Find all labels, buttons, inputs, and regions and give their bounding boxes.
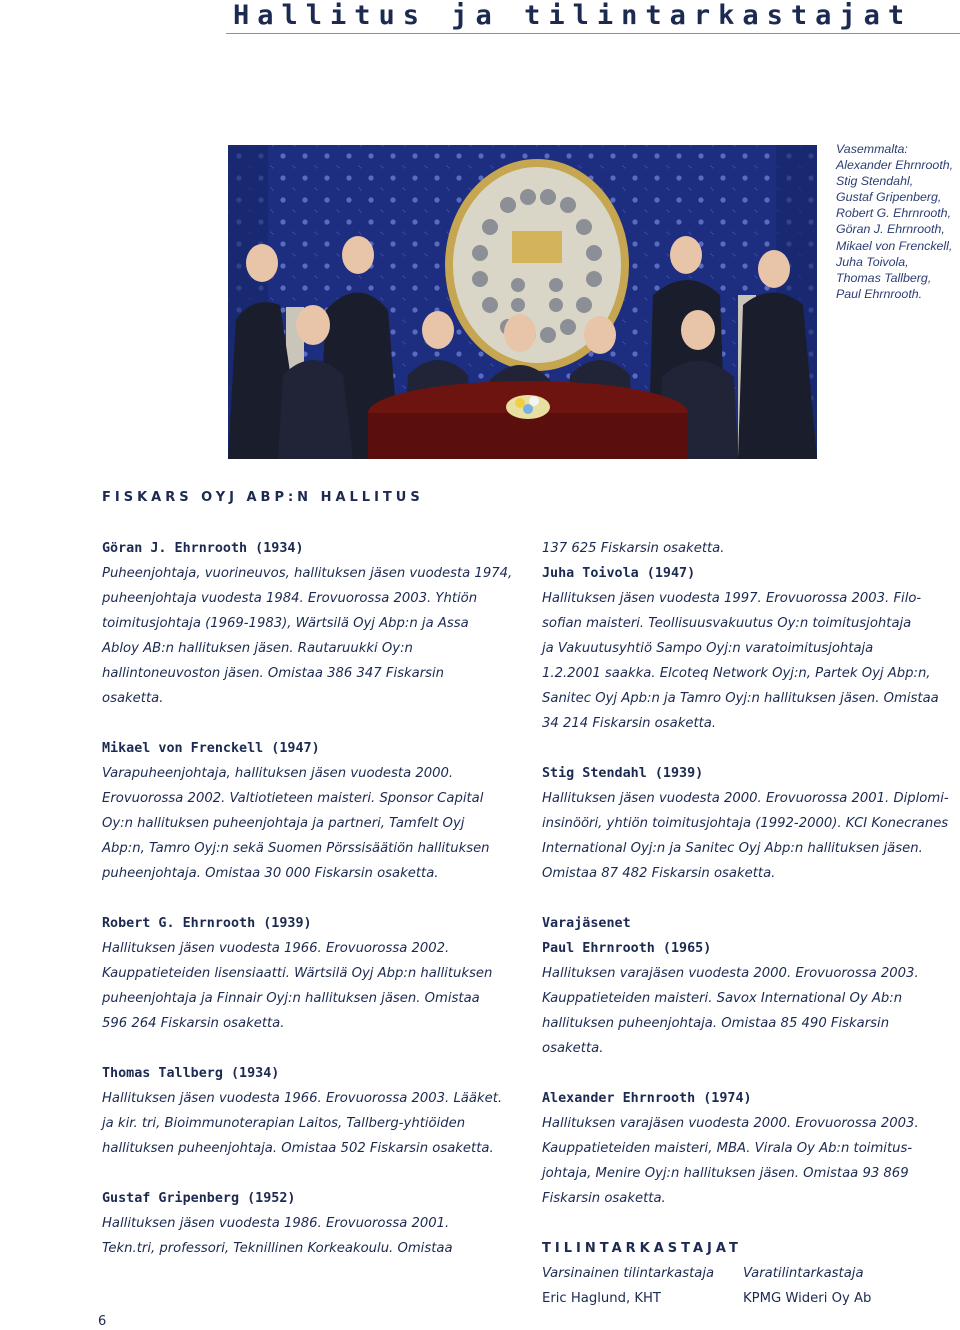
member-text: toimitusjohtaja (1969-1983), Wärtsilä Oyj Abp:n ja Assa [102, 616, 469, 631]
member-text: Puheenjohtaja, vuorineuvos, hallituksen jäsen vuodesta 1974, [102, 566, 513, 581]
deputies-heading: Varajäsenet [542, 916, 631, 931]
photo-caption [836, 141, 960, 302]
member-text: Abp:n, Tamro Oyj:n sekä Suomen Pörssisäätiön hallituksen [102, 841, 490, 856]
member-text: Erovuorossa 2002. Valtiotieteen maisteri. Sponsor Capital [102, 791, 484, 806]
board-column-left [102, 536, 522, 1261]
caption-line: Alexander Ehrnrooth, [836, 158, 954, 173]
member-text: puheenjohtaja ja Finnair Oyj:n hallituksen jäsen. Omistaa [102, 991, 480, 1006]
member-text: 137 625 Fiskarsin osaketta. [542, 541, 725, 556]
member-text: hallituksen puheenjohtaja. Omistaa 85 490 Fiskarsin [542, 1016, 890, 1031]
auditor-label: Varatilintarkastaja [743, 1266, 864, 1281]
caption-line: Göran J. Ehrnrooth, [836, 222, 945, 237]
member-text: insinööri, yhtiön toimitusjohtaja (1992-2000). KCI Konecranes [542, 816, 949, 831]
member-text: Sanitec Oyj Apb:n ja Tamro Oyj:n hallituksen jäsen. Omistaa [542, 691, 939, 706]
member-text: International Oyj:n ja Sanitec Oyj Abp:n hallituksen jäsen. [542, 841, 923, 856]
member-text: osaketta. [102, 691, 164, 706]
spacer [102, 1036, 522, 1061]
page-title: Hallitus ja tilintarkastajat [233, 0, 913, 31]
caption-line: Robert G. Ehrnrooth, [836, 206, 952, 221]
member-text: Kauppatieteiden maisteri. Savox International Oy Ab:n [542, 991, 903, 1006]
member-text: Abloy AB:n hallituksen jäsen. Rautaruukki Oy:n [102, 641, 413, 656]
board-column-right [542, 536, 960, 1311]
member-text: ja Vakuutusyhtiö Sampo Oyj:n varatoimitusjohtaja [542, 641, 874, 656]
auditor-value: KPMG Wideri Oy Ab [743, 1291, 872, 1306]
member-name: Juha Toivola (1947) [542, 566, 696, 581]
caption-line: Mikael von Frenckell, [836, 238, 953, 253]
member-text: ja kir. tri, Bioimmunoterapian Laitos, Tallberg-yhtiöiden [102, 1116, 466, 1131]
member-text: Hallituksen jäsen vuodesta 1986. Erovuorossa 2001. [102, 1216, 450, 1231]
caption-line: Juha Toivola, [836, 254, 909, 269]
title-divider [226, 33, 960, 34]
member-name: Thomas Tallberg (1934) [102, 1066, 280, 1081]
member-text: Hallituksen varajäsen vuodesta 2000. Erovuorossa 2003. [542, 1116, 919, 1131]
spacer [102, 886, 522, 911]
member-name: Gustaf Gripenberg (1952) [102, 1191, 296, 1206]
member-text: puheenjohtaja vuodesta 1984. Erovuorossa 2003. Yhtiön [102, 591, 478, 606]
member-text: johtaja, Menire Oyj:n hallituksen jäsen. Omistaa 93 869 [542, 1166, 909, 1181]
photo-illustration [228, 145, 817, 459]
auditor-value: Eric Haglund, KHT [542, 1291, 661, 1306]
spacer [102, 711, 522, 736]
spacer [542, 736, 960, 761]
board-group-photo [228, 145, 817, 459]
deputy-auditor [743, 1261, 871, 1311]
spacer [542, 1211, 960, 1236]
member-name: Stig Stendahl (1939) [542, 766, 704, 781]
spacer [102, 1161, 522, 1186]
member-name: Paul Ehrnrooth (1965) [542, 941, 712, 956]
page-number: 6 [98, 1314, 107, 1329]
member-name: Göran J. Ehrnrooth (1934) [102, 541, 304, 556]
regular-auditor [542, 1261, 714, 1311]
member-text: Hallituksen varajäsen vuodesta 2000. Erovuorossa 2003. [542, 966, 919, 981]
member-name: Alexander Ehrnrooth (1974) [542, 1091, 752, 1106]
member-text: Hallituksen jäsen vuodesta 2000. Erovuorossa 2001. Diplomi- [542, 791, 949, 806]
auditors-block [542, 1261, 960, 1311]
board-heading: FISKARS OYJ ABP:N HALLITUS [102, 490, 424, 505]
caption-line: Thomas Tallberg, [836, 270, 932, 285]
member-text: sofian maisteri. Teollisuusvakuutus Oy:n toimitusjohtaja [542, 616, 912, 631]
auditors-heading: TILINTARKASTAJAT [542, 1241, 742, 1256]
member-text: 596 264 Fiskarsin osaketta. [102, 1016, 285, 1031]
caption-line: Vasemmalta: [836, 142, 908, 156]
caption-line: Gustaf Gripenberg, [836, 190, 942, 205]
member-text: Hallituksen jäsen vuodesta 1966. Erovuorossa 2003. Lääket. [102, 1091, 503, 1106]
member-text: Fiskarsin osaketta. [542, 1191, 666, 1206]
spacer [542, 1061, 960, 1086]
member-text: Hallituksen jäsen vuodesta 1966. Erovuorossa 2002. [102, 941, 450, 956]
member-text: Omistaa 87 482 Fiskarsin osaketta. [542, 866, 776, 881]
spacer [542, 886, 960, 911]
member-text: Hallituksen jäsen vuodesta 1997. Erovuorossa 2003. Filo- [542, 591, 922, 606]
member-name: Mikael von Frenckell (1947) [102, 741, 320, 756]
member-text: Kauppatieteiden maisteri, MBA. Virala Oy Ab:n toimitus- [542, 1141, 913, 1156]
member-text: osaketta. [542, 1041, 604, 1056]
member-text: Varapuheenjohtaja, hallituksen jäsen vuodesta 2000. [102, 766, 454, 781]
caption-line: Stig Stendahl, [836, 174, 914, 189]
member-text: puheenjohtaja. Omistaa 30 000 Fiskarsin osaketta. [102, 866, 439, 881]
member-text: Tekn.tri, professori, Teknillinen Korkeakoulu. Omistaa [102, 1241, 453, 1256]
member-text: hallintoneuvoston jäsen. Omistaa 386 347 Fiskarsin [102, 666, 445, 681]
auditor-label: Varsinainen tilintarkastaja [542, 1266, 715, 1281]
caption-line: Paul Ehrnrooth. [836, 286, 923, 301]
member-name: Robert G. Ehrnrooth (1939) [102, 916, 312, 931]
member-text: Kauppatieteiden lisensiaatti. Wärtsilä Oyj Abp:n hallituksen [102, 966, 493, 981]
member-text: hallituksen puheenjohtaja. Omistaa 502 Fiskarsin osaketta. [102, 1141, 494, 1156]
member-text: 34 214 Fiskarsin osaketta. [542, 716, 717, 731]
member-text: Oy:n hallituksen puheenjohtaja ja partneri, Tamfelt Oyj [102, 816, 465, 831]
member-text: 1.2.2001 saakka. Elcoteq Network Oyj:n, Partek Oyj Abp:n, [542, 666, 931, 681]
